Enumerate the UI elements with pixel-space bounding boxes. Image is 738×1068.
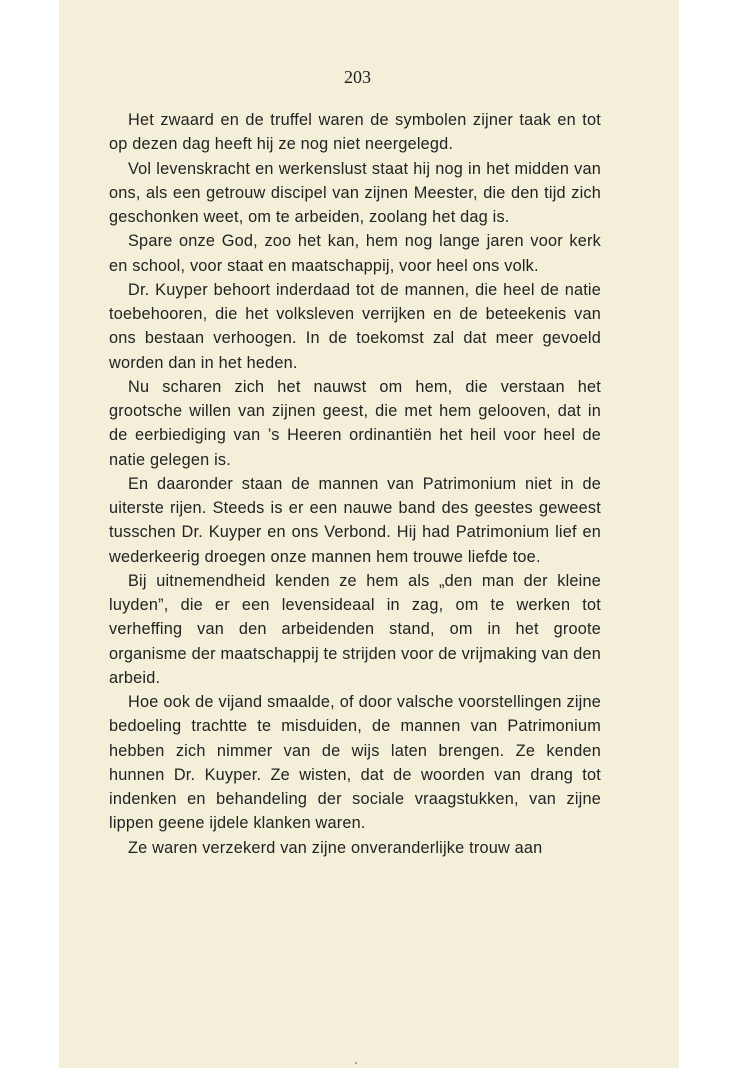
page-body-text bbox=[109, 108, 601, 860]
scan-speck bbox=[355, 1062, 357, 1064]
paragraph: Het zwaard en de truffel waren de symbolen zijner taak en tot op dezen dag heeft hij ze nog niet neergelegd. bbox=[109, 111, 601, 154]
paragraph: Nu scharen zich het nauwst om hem, die verstaan het grootsche willen van zijnen geest, die met hem gelooven, dat in de eerbiediging van ’s Heeren ordinantiën het heil voor heel de natie gelegen is. bbox=[109, 377, 601, 469]
paragraph: En daaronder staan de mannen van Patrimonium niet in de uiterste rijen. Steeds is er een nauwe band des geestes geweest tusschen Dr. Kuyper en ons Verbond. Hij had Patrimonium lief en wederkeerig droegen onze mannen hem trouwe liefde toe. bbox=[109, 474, 601, 566]
paragraph: Spare onze God, zoo het kan, hem nog lange jaren voor kerk en school, voor staat en maatschappij, voor heel ons volk. bbox=[109, 232, 601, 275]
paragraph: Bij uitnemendheid kenden ze hem als „den man der kleine luyden”, die er een levensideaal in zag, om te werken tot verheffing van den arbeidenden stand, om in het groote organisme der maatschappij te strijden voor de vrijmaking van den arbeid. bbox=[109, 571, 601, 687]
book-page bbox=[59, 0, 679, 1068]
paragraph: Ze waren verzekerd van zijne onveranderlijke trouw aan bbox=[128, 838, 543, 857]
paragraph: Hoe ook de vijand smaalde, of door valsche voorstellingen zijne bedoeling trachtte te misduiden, de mannen van Patrimonium hebben zich nimmer van de wijs laten brengen. Ze kenden hunnen Dr. Kuyper. Ze wisten, dat de woorden van drang tot indenken en behandeling der sociale vraagstukken, van zijne lippen geene ijdele klanken waren. bbox=[109, 693, 601, 833]
paragraph: Vol levenskracht en werkenslust staat hij nog in het midden van ons, als een getrouw discipel van zijnen Meester, die den tijd zich geschonken weet, om te arbeiden, zoolang het dag is. bbox=[109, 159, 601, 226]
page-number: 203 bbox=[344, 67, 371, 87]
paragraph: Dr. Kuyper behoort inderdaad tot de mannen, die heel de natie toebehooren, die het volksleven verrijken en de beteekenis van ons bestaan verhoogen. In de toekomst zal dat meer gevoeld worden dan in het heden. bbox=[109, 280, 601, 372]
